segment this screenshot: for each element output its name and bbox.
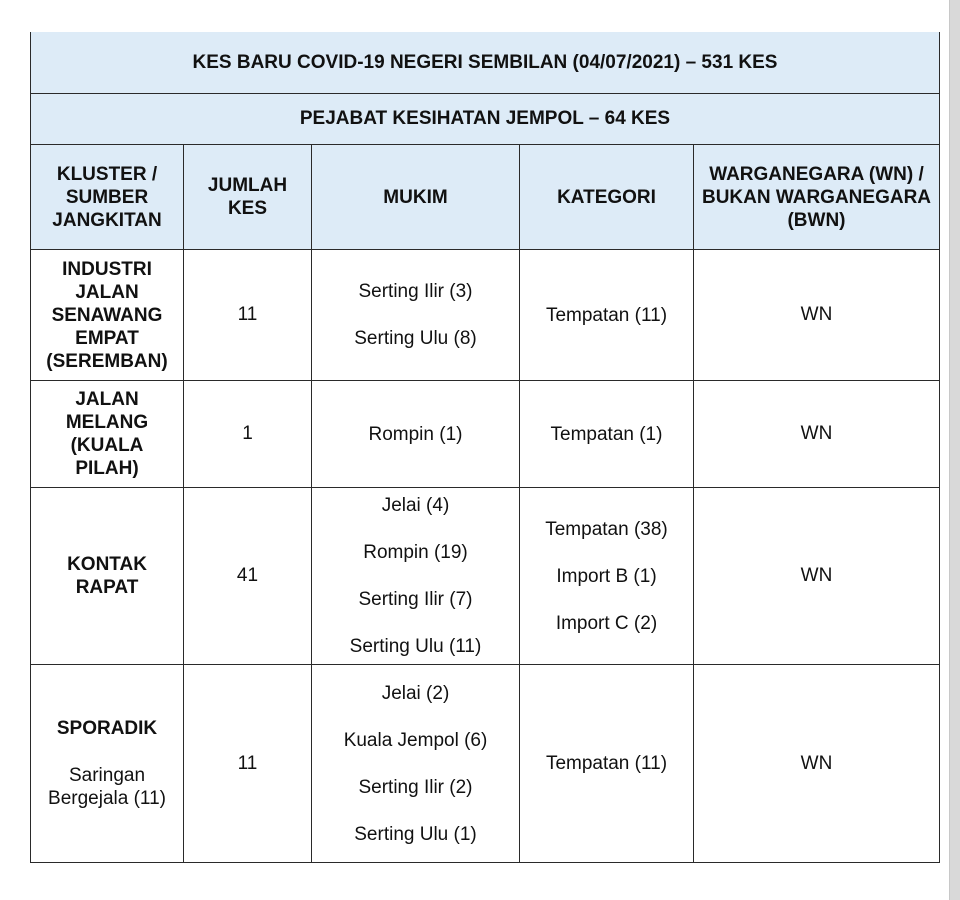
kategori-item: Import B (1) (556, 565, 657, 587)
mukim-item: Rompin (19) (363, 542, 468, 563)
header-warga: WARGANEGARA (WN) / BUKAN WARGANEGARA (BWN) (694, 145, 940, 250)
header-mukim: MUKIM (312, 145, 520, 250)
mukim-item: Rompin (1) (368, 423, 463, 445)
mukim-item: Serting Ilir (3) (358, 281, 473, 302)
kategori-cell (520, 488, 694, 665)
table-row (31, 488, 940, 665)
table-row (31, 250, 940, 381)
jumlah-cell: 11 (184, 665, 312, 863)
kluster-label: SPORADIK (56, 718, 158, 739)
kategori-cell (520, 381, 694, 488)
mukim-item: Serting Ulu (8) (354, 328, 477, 349)
kategori-item: Tempatan (11) (545, 304, 668, 326)
kategori-item: Import C (2) (555, 612, 658, 634)
mukim-item: Serting Ulu (1) (354, 823, 477, 845)
kategori-item: Tempatan (11) (545, 753, 668, 774)
kluster-cell: JALAN MELANG (KUALA PILAH) (31, 381, 184, 488)
mukim-cell (312, 665, 520, 863)
mukim-cell (312, 488, 520, 665)
header-kluster: KLUSTER / SUMBER JANGKITAN (31, 145, 184, 250)
kluster-cell: KONTAK RAPAT (31, 488, 184, 665)
warga-cell: WN (694, 665, 940, 863)
header-jumlah: JUMLAH KES (184, 145, 312, 250)
table-row (31, 665, 940, 863)
table-subtitle: PEJABAT KESIHATAN JEMPOL – 64 KES (31, 94, 940, 145)
jumlah-cell: 1 (184, 381, 312, 488)
mukim-cell (312, 250, 520, 381)
kluster-cell (31, 665, 184, 863)
covid-cases-table (30, 32, 940, 863)
warga-cell: WN (694, 488, 940, 665)
warga-cell: WN (694, 381, 940, 488)
mukim-item: Jelai (2) (381, 682, 450, 704)
warga-cell: WN (694, 250, 940, 381)
jumlah-cell: 41 (184, 488, 312, 665)
table-row (31, 381, 940, 488)
kluster-sublabel: Saringan Bergejala (11) (48, 765, 166, 809)
header-kategori: KATEGORI (520, 145, 694, 250)
mukim-item: Serting Ilir (7) (358, 589, 473, 610)
header-row (31, 145, 940, 250)
mukim-item: Kuala Jempol (6) (343, 729, 488, 751)
mukim-item: Serting Ilir (2) (358, 776, 473, 798)
jumlah-cell: 11 (184, 250, 312, 381)
kategori-item: Tempatan (1) (550, 423, 663, 445)
kategori-item: Tempatan (38) (545, 518, 668, 540)
mukim-item: Jelai (4) (381, 495, 450, 516)
kategori-cell (520, 665, 694, 863)
mukim-item: Serting Ulu (11) (349, 636, 482, 657)
kategori-cell (520, 250, 694, 381)
mukim-cell (312, 381, 520, 488)
kluster-cell: INDUSTRI JALAN SENAWANG EMPAT (SEREMBAN) (31, 250, 184, 381)
table-title: KES BARU COVID-19 NEGERI SEMBILAN (04/07/2021) – 531 KES (31, 32, 940, 94)
right-edge-bar (949, 0, 960, 900)
